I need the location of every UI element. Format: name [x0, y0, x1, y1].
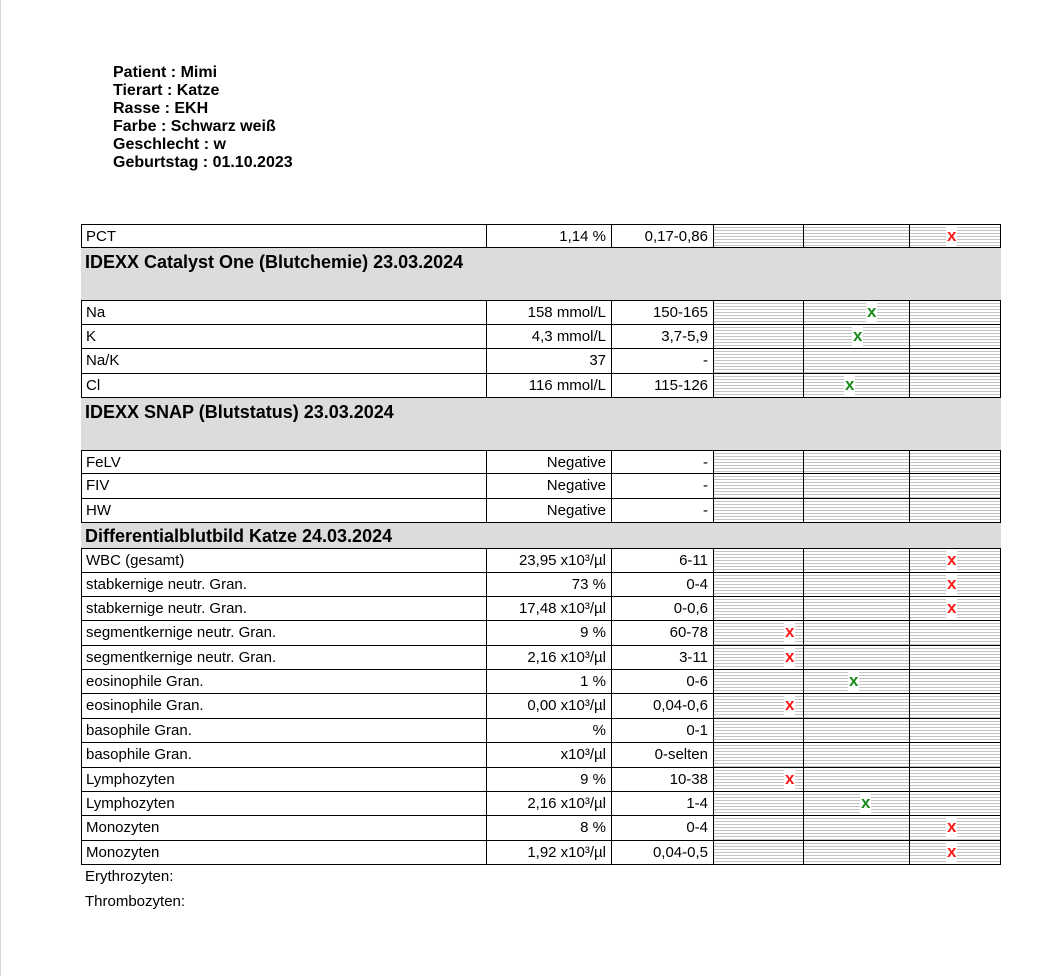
parameter-name: stabkernige neutr. Gran.	[82, 597, 487, 620]
flag-high-cell	[910, 646, 1000, 669]
flag-low-cell	[714, 225, 804, 247]
flag-mark-low: x	[785, 646, 795, 666]
flag-low-cell	[714, 549, 804, 571]
flag-mark-normal: x	[849, 671, 859, 691]
table-row	[81, 670, 1001, 694]
table-row	[81, 450, 1001, 474]
table-row	[81, 573, 1001, 597]
section-header	[81, 523, 1001, 548]
reference-range: 6-11	[612, 549, 714, 571]
table-row	[81, 224, 1001, 248]
footer-label-row	[81, 890, 1001, 914]
flag-normal-cell	[804, 374, 910, 397]
flag-low-cell	[714, 841, 804, 864]
reference-range: -	[612, 451, 714, 473]
flag-low-cell	[714, 743, 804, 766]
flag-high-cell	[910, 816, 1000, 839]
parameter-name: Cl	[82, 374, 487, 397]
flag-high-cell	[910, 719, 1000, 742]
table-row	[81, 816, 1001, 840]
flag-mark-high: x	[947, 573, 957, 593]
section-header	[81, 248, 1001, 276]
flag-normal-cell	[804, 841, 910, 864]
table-row	[81, 792, 1001, 816]
parameter-name: WBC (gesamt)	[82, 549, 487, 571]
flag-low-cell	[714, 374, 804, 397]
flag-mark-low: x	[785, 695, 795, 715]
flag-high-cell	[910, 792, 1000, 815]
table-row	[81, 646, 1001, 670]
reference-range: 0-4	[612, 573, 714, 596]
section-spacer	[81, 276, 1001, 300]
flag-low-cell	[714, 670, 804, 693]
result-value: Negative	[487, 451, 612, 473]
flag-low-cell	[714, 597, 804, 620]
flag-normal-cell	[804, 621, 910, 644]
result-value: 1,92 x10³/µl	[487, 841, 612, 864]
flag-low-cell	[714, 621, 804, 644]
table-row	[81, 474, 1001, 498]
flag-high-cell	[910, 768, 1000, 791]
flag-normal-cell	[804, 349, 910, 372]
flag-high-cell	[910, 743, 1000, 766]
flag-low-cell	[714, 499, 804, 522]
flag-low-cell	[714, 646, 804, 669]
reference-range: -	[612, 349, 714, 372]
result-value: 1,14 %	[487, 225, 612, 247]
flag-high-cell	[910, 374, 1000, 397]
parameter-name: Monozyten	[82, 816, 487, 839]
table-row	[81, 621, 1001, 645]
reference-range: 10-38	[612, 768, 714, 791]
section-title: IDEXX Catalyst One (Blutchemie) 23.03.2024	[85, 252, 464, 273]
flag-low-cell	[714, 451, 804, 473]
result-value: 0,00 x10³/µl	[487, 694, 612, 717]
section-spacer	[81, 426, 1001, 450]
result-value: 2,16 x10³/µl	[487, 792, 612, 815]
reference-range: -	[612, 474, 714, 497]
flag-mark-low: x	[785, 768, 795, 788]
flag-low-cell	[714, 349, 804, 372]
parameter-name: Lymphozyten	[82, 792, 487, 815]
parameter-name: stabkernige neutr. Gran.	[82, 573, 487, 596]
flag-low-cell	[714, 719, 804, 742]
flag-mark-high: x	[947, 550, 957, 570]
flag-mark-normal: x	[845, 374, 855, 394]
flag-normal-cell	[804, 792, 910, 815]
reference-range: 60-78	[612, 621, 714, 644]
parameter-name: Lymphozyten	[82, 768, 487, 791]
reference-range: 1-4	[612, 792, 714, 815]
patient-field: Tierart : Katze	[113, 82, 220, 99]
reference-range: 0,17-0,86	[612, 225, 714, 247]
table-row	[81, 349, 1001, 373]
table-row	[81, 300, 1001, 324]
flag-mark-normal: x	[867, 302, 877, 322]
flag-low-cell	[714, 474, 804, 497]
footer-label: Thrombozyten:	[85, 892, 186, 910]
flag-normal-cell	[804, 646, 910, 669]
reference-range: 3-11	[612, 646, 714, 669]
table-row	[81, 694, 1001, 718]
flag-mark-high: x	[947, 597, 957, 617]
table-row	[81, 719, 1001, 743]
flag-high-cell	[910, 573, 1000, 596]
table-row	[81, 325, 1001, 349]
result-value: 17,48 x10³/µl	[487, 597, 612, 620]
flag-mark-high: x	[947, 226, 957, 245]
flag-high-cell	[910, 597, 1000, 620]
flag-normal-cell	[804, 451, 910, 473]
result-value: 1 %	[487, 670, 612, 693]
result-value: 2,16 x10³/µl	[487, 646, 612, 669]
patient-field: Geschlecht : w	[113, 136, 226, 153]
flag-high-cell	[910, 670, 1000, 693]
reference-range: 0-6	[612, 670, 714, 693]
footer-label: Erythrozyten:	[85, 868, 174, 886]
reference-range: 0-0,6	[612, 597, 714, 620]
section-title: IDEXX SNAP (Blutstatus) 23.03.2024	[85, 401, 394, 422]
parameter-name: basophile Gran.	[82, 719, 487, 742]
footer-label-row	[81, 865, 1001, 889]
result-value: 9 %	[487, 768, 612, 791]
flag-high-cell	[910, 499, 1000, 522]
flag-high-cell	[910, 621, 1000, 644]
flag-mark-high: x	[947, 817, 957, 837]
parameter-name: Na	[82, 301, 487, 323]
result-value: 4,3 mmol/L	[487, 325, 612, 348]
result-value: Negative	[487, 474, 612, 497]
flag-mark-normal: x	[861, 793, 871, 813]
reference-range: -	[612, 499, 714, 522]
flag-mark-normal: x	[853, 325, 863, 345]
patient-info	[113, 64, 293, 172]
flag-normal-cell	[804, 301, 910, 323]
flag-normal-cell	[804, 743, 910, 766]
flag-low-cell	[714, 325, 804, 348]
reference-range: 0-4	[612, 816, 714, 839]
reference-range: 0-selten	[612, 743, 714, 766]
table-row	[81, 499, 1001, 523]
flag-normal-cell	[804, 225, 910, 247]
flag-high-cell	[910, 349, 1000, 372]
result-value: 37	[487, 349, 612, 372]
section-header	[81, 398, 1001, 426]
reference-range: 0,04-0,6	[612, 694, 714, 717]
flag-normal-cell	[804, 768, 910, 791]
flag-high-cell	[910, 474, 1000, 497]
flag-high-cell	[910, 325, 1000, 348]
result-value: %	[487, 719, 612, 742]
flag-normal-cell	[804, 549, 910, 571]
reference-range: 0-1	[612, 719, 714, 742]
parameter-name: eosinophile Gran.	[82, 670, 487, 693]
result-value: 116 mmol/L	[487, 374, 612, 397]
parameter-name: Na/K	[82, 349, 487, 372]
parameter-name: HW	[82, 499, 487, 522]
flag-normal-cell	[804, 694, 910, 717]
parameter-name: eosinophile Gran.	[82, 694, 487, 717]
flag-low-cell	[714, 768, 804, 791]
table-row	[81, 597, 1001, 621]
flag-normal-cell	[804, 670, 910, 693]
flag-low-cell	[714, 816, 804, 839]
flag-normal-cell	[804, 719, 910, 742]
parameter-name: PCT	[82, 225, 487, 247]
flag-low-cell	[714, 573, 804, 596]
parameter-name: basophile Gran.	[82, 743, 487, 766]
table-row	[81, 743, 1001, 767]
reference-range: 3,7-5,9	[612, 325, 714, 348]
flag-mark-low: x	[785, 622, 795, 642]
patient-field: Patient : Mimi	[113, 64, 218, 81]
flag-high-cell	[910, 225, 1000, 247]
patient-field: Geburtstag : 01.10.2023	[113, 154, 293, 171]
flag-high-cell	[910, 841, 1000, 864]
table-row	[81, 841, 1001, 865]
section-title: Differentialblutbild Katze 24.03.2024	[85, 526, 393, 547]
parameter-name: segmentkernige neutr. Gran.	[82, 621, 487, 644]
flag-low-cell	[714, 694, 804, 717]
reference-range: 0,04-0,5	[612, 841, 714, 864]
flag-normal-cell	[804, 597, 910, 620]
flag-low-cell	[714, 301, 804, 323]
reference-range: 115-126	[612, 374, 714, 397]
flag-normal-cell	[804, 499, 910, 522]
result-value: 73 %	[487, 573, 612, 596]
result-value: 23,95 x10³/µl	[487, 549, 612, 571]
result-value: 9 %	[487, 621, 612, 644]
flag-normal-cell	[804, 573, 910, 596]
patient-field: Rasse : EKH	[113, 100, 209, 117]
parameter-name: Monozyten	[82, 841, 487, 864]
parameter-name: K	[82, 325, 487, 348]
flag-normal-cell	[804, 474, 910, 497]
flag-high-cell	[910, 301, 1000, 323]
flag-mark-high: x	[947, 841, 957, 861]
flag-normal-cell	[804, 816, 910, 839]
results-table	[81, 224, 1001, 914]
result-value: Negative	[487, 499, 612, 522]
patient-field: Farbe : Schwarz weiß	[113, 118, 276, 135]
table-row	[81, 374, 1001, 398]
flag-high-cell	[910, 549, 1000, 571]
reference-range: 150-165	[612, 301, 714, 323]
parameter-name: FeLV	[82, 451, 487, 473]
flag-high-cell	[910, 451, 1000, 473]
flag-low-cell	[714, 792, 804, 815]
result-value: 8 %	[487, 816, 612, 839]
result-value: x10³/µl	[487, 743, 612, 766]
flag-normal-cell	[804, 325, 910, 348]
table-row	[81, 548, 1001, 572]
parameter-name: FIV	[82, 474, 487, 497]
flag-high-cell	[910, 694, 1000, 717]
parameter-name: segmentkernige neutr. Gran.	[82, 646, 487, 669]
table-row	[81, 768, 1001, 792]
result-value: 158 mmol/L	[487, 301, 612, 323]
